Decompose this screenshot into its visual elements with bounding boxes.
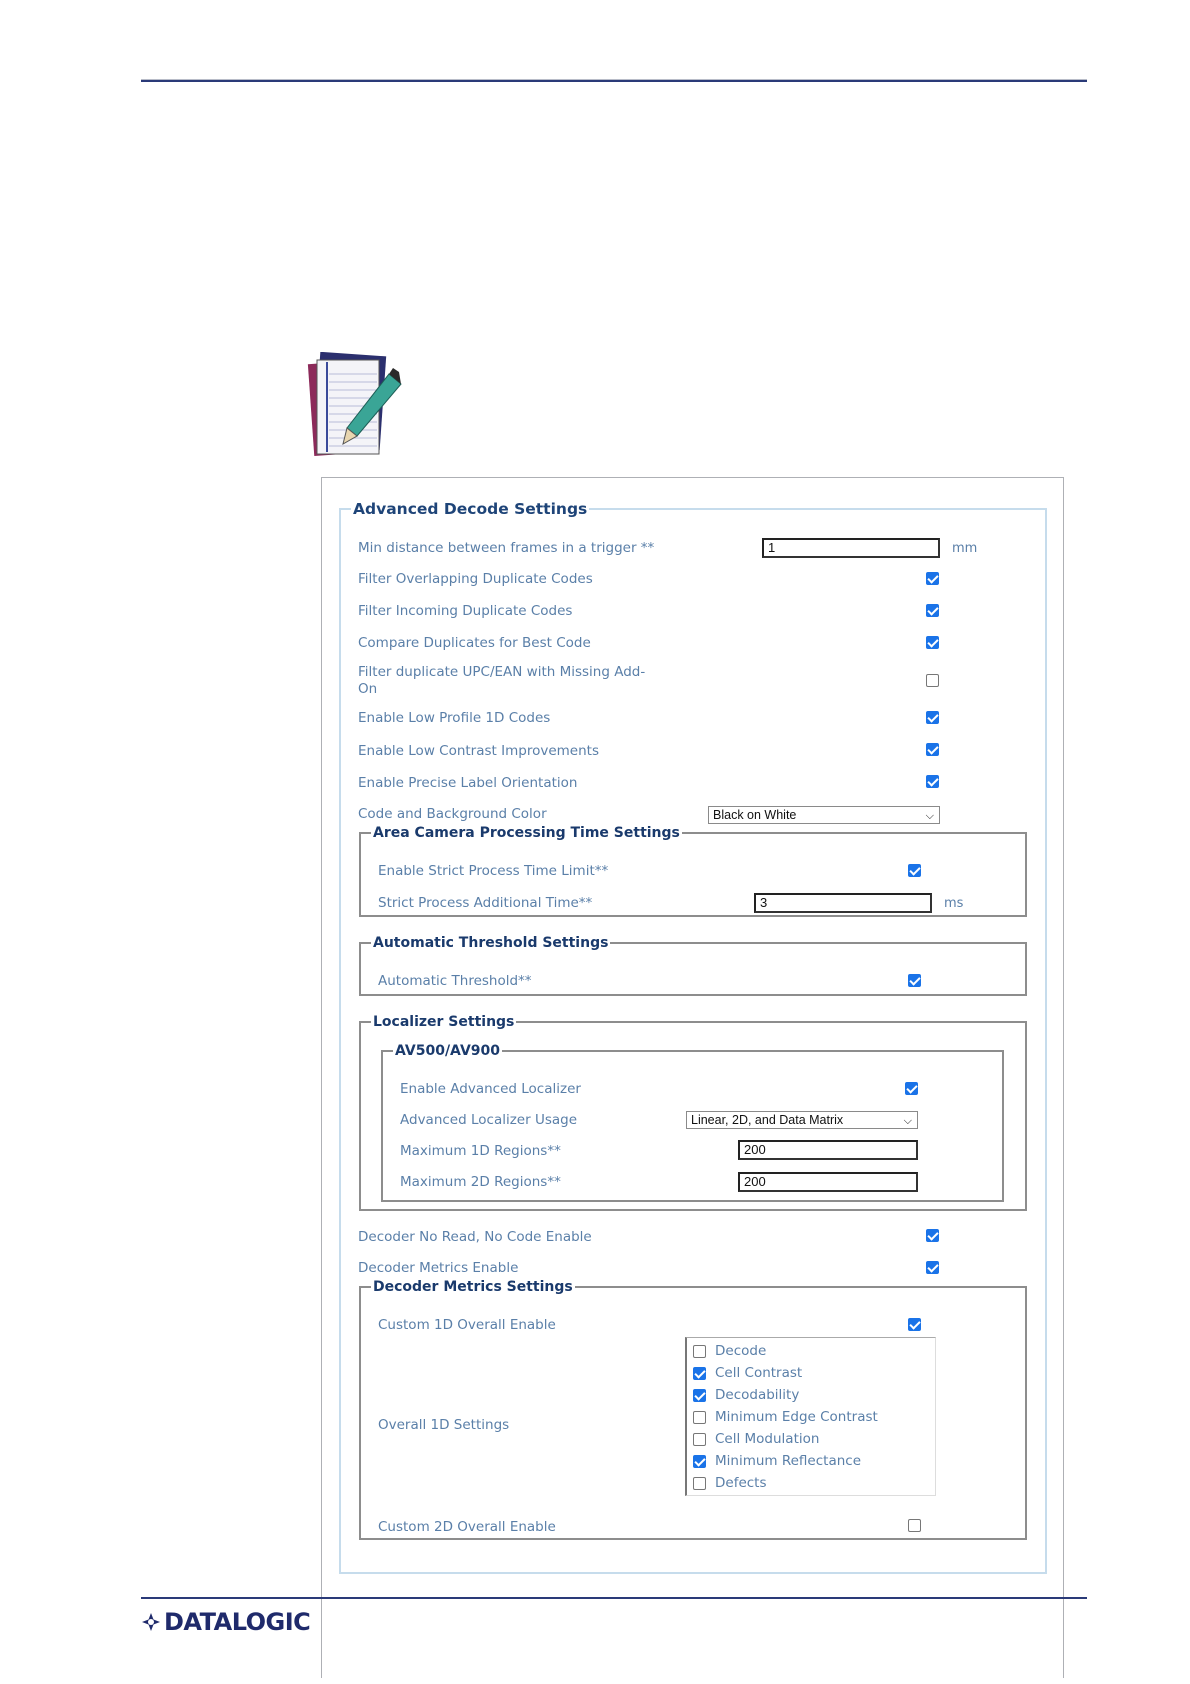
- decodability-label: Decodability: [715, 1387, 800, 1403]
- min-distance-label: Min distance between frames in a trigger **: [358, 540, 655, 556]
- advanced-decode-title: Advanced Decode Settings: [353, 500, 588, 518]
- max-2d-input[interactable]: 200: [738, 1172, 918, 1192]
- min-distance-unit: mm: [952, 541, 978, 556]
- localizer-legend: Localizer Settings: [373, 1014, 515, 1030]
- custom-2d-label: Custom 2D Overall Enable: [378, 1519, 556, 1535]
- low-contrast-checkbox[interactable]: [926, 743, 939, 756]
- cell-modulation-checkbox[interactable]: [693, 1433, 706, 1446]
- low-profile-label: Enable Low Profile 1D Codes: [358, 710, 551, 726]
- code-bg-color-label: Code and Background Color: [358, 806, 547, 822]
- strict-additional-unit: ms: [944, 896, 964, 911]
- datalogic-logo-mark: [141, 1612, 161, 1632]
- cell-modulation-label: Cell Modulation: [715, 1431, 820, 1447]
- advanced-decode-screenshot: [321, 477, 1064, 1678]
- auto-threshold-fieldset: [359, 935, 1027, 996]
- min-distance-input[interactable]: 1: [762, 538, 940, 558]
- filter-overlapping-checkbox[interactable]: [926, 572, 939, 585]
- custom-1d-label: Custom 1D Overall Enable: [378, 1317, 556, 1333]
- strict-limit-label: Enable Strict Process Time Limit**: [378, 863, 609, 879]
- localizer-fieldset: [359, 1014, 1027, 1211]
- av-fieldset: [381, 1043, 1004, 1202]
- strict-additional-label: Strict Process Additional Time**: [378, 895, 593, 911]
- min-reflectance-label: Minimum Reflectance: [715, 1453, 862, 1469]
- enable-advanced-localizer-label: Enable Advanced Localizer: [400, 1081, 581, 1097]
- enable-advanced-localizer-checkbox[interactable]: [905, 1082, 918, 1095]
- compare-duplicates-label: Compare Duplicates for Best Code: [358, 635, 591, 651]
- compare-duplicates-checkbox[interactable]: [926, 636, 939, 649]
- precise-orientation-label: Enable Precise Label Orientation: [358, 775, 578, 791]
- auto-threshold-label: Automatic Threshold**: [378, 973, 532, 989]
- min-edge-contrast-checkbox[interactable]: [693, 1411, 706, 1424]
- decoder-metrics-fieldset: [359, 1279, 1027, 1540]
- localizer-usage-label: Advanced Localizer Usage: [400, 1112, 578, 1128]
- cell-contrast-checkbox[interactable]: [693, 1367, 706, 1380]
- chevron-down-icon: ⌵: [925, 810, 934, 822]
- metrics-enable-checkbox[interactable]: [926, 1261, 939, 1274]
- min-edge-contrast-label: Minimum Edge Contrast: [715, 1409, 878, 1425]
- cell-contrast-label: Cell Contrast: [715, 1365, 803, 1381]
- code-bg-color-select[interactable]: [708, 806, 940, 824]
- max-2d-label: Maximum 2D Regions**: [400, 1174, 561, 1190]
- filter-incoming-label: Filter Incoming Duplicate Codes: [358, 603, 573, 619]
- filter-incoming-checkbox[interactable]: [926, 604, 939, 617]
- decodability-checkbox[interactable]: [693, 1389, 706, 1402]
- advanced-decode-fieldset: [339, 500, 1047, 1574]
- auto-threshold-checkbox[interactable]: [908, 974, 921, 987]
- defects-label: Defects: [715, 1475, 767, 1491]
- area-camera-fieldset: [359, 825, 1027, 917]
- filter-overlapping-label: Filter Overlapping Duplicate Codes: [358, 571, 593, 587]
- no-read-checkbox[interactable]: [926, 1229, 939, 1242]
- brand-wordmark: DATALOGIC: [164, 1608, 311, 1636]
- decoder-metrics-legend: Decoder Metrics Settings: [373, 1279, 573, 1295]
- chevron-down-icon: ⌵: [903, 1115, 912, 1127]
- low-profile-checkbox[interactable]: [926, 711, 939, 724]
- note-notepad-icon: [307, 352, 403, 458]
- defects-checkbox[interactable]: [693, 1477, 706, 1490]
- overall-1d-label: Overall 1D Settings: [378, 1417, 510, 1433]
- av-legend: AV500/AV900: [395, 1043, 500, 1059]
- decode-checkbox[interactable]: [693, 1345, 706, 1358]
- low-contrast-label: Enable Low Contrast Improvements: [358, 743, 599, 759]
- decode-label: Decode: [715, 1343, 767, 1359]
- max-1d-input[interactable]: 200: [738, 1140, 918, 1160]
- filter-upc-checkbox[interactable]: [926, 674, 939, 687]
- localizer-usage-select[interactable]: [686, 1111, 918, 1129]
- footer-rule: [141, 1597, 1087, 1599]
- metrics-enable-label: Decoder Metrics Enable: [358, 1260, 519, 1276]
- localizer-usage-value: Linear, 2D, and Data Matrix: [691, 1113, 844, 1127]
- datalogic-logo: [141, 1608, 310, 1636]
- no-read-label: Decoder No Read, No Code Enable: [358, 1229, 592, 1245]
- max-1d-label: Maximum 1D Regions**: [400, 1143, 561, 1159]
- strict-additional-input[interactable]: 3: [754, 893, 932, 913]
- precise-orientation-checkbox[interactable]: [926, 775, 939, 788]
- custom-2d-checkbox[interactable]: [908, 1519, 921, 1532]
- auto-threshold-legend: Automatic Threshold Settings: [373, 935, 609, 951]
- strict-limit-checkbox[interactable]: [908, 864, 921, 877]
- min-reflectance-checkbox[interactable]: [693, 1455, 706, 1468]
- filter-upc-label-line1: Filter duplicate UPC/EAN with Missing Add-: [358, 664, 646, 680]
- area-camera-legend: Area Camera Processing Time Settings: [373, 825, 680, 841]
- filter-upc-label-line2: On: [358, 681, 378, 697]
- code-bg-color-value: Black on White: [713, 808, 797, 822]
- overall-1d-listbox[interactable]: [685, 1337, 936, 1496]
- custom-1d-checkbox[interactable]: [908, 1318, 921, 1331]
- header-rule: [141, 79, 1087, 82]
